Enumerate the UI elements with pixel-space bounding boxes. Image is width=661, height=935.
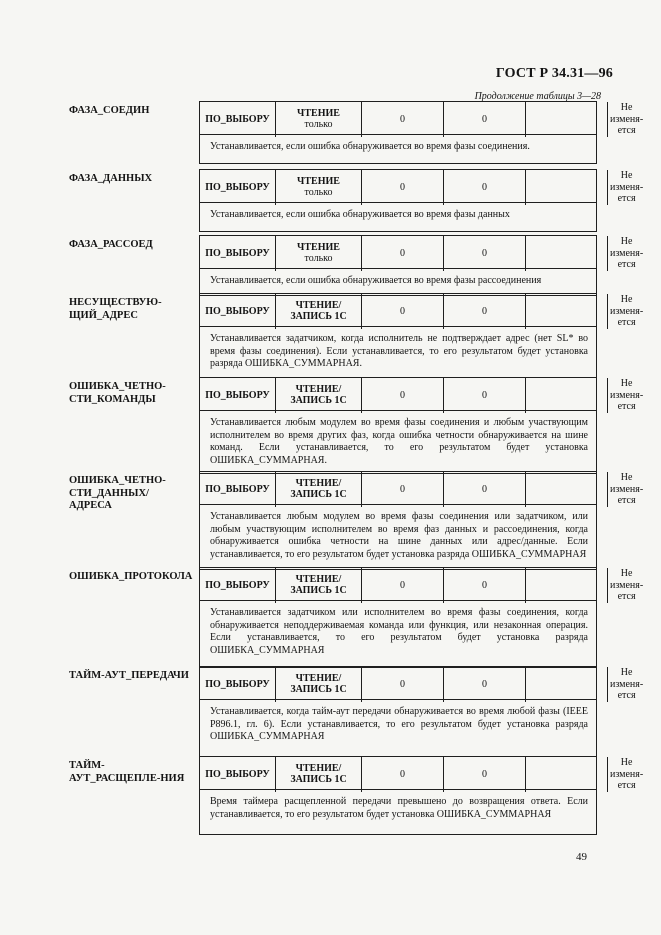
field-name: ТАЙМ-АУТ_ПЕРЕДАЧИ — [69, 670, 189, 681]
value-cell-2: 0 — [444, 236, 526, 271]
change-line-1: Не изменя- — [610, 102, 644, 125]
value-cell-1: 0 — [362, 102, 444, 137]
field-name: ОШИБКА_ЧЕТНО-СТИ_ДАННЫХ/АДРЕСА — [69, 475, 166, 512]
mode-cell: ПО_ВЫБОРУ — [200, 757, 276, 792]
field-details — [199, 471, 644, 570]
change-line-1: Не изменя- — [610, 294, 644, 317]
change-line-2: ется — [617, 401, 636, 412]
mode-cell: ПО_ВЫБОРУ — [200, 170, 276, 205]
change-line-2: ется — [617, 125, 636, 136]
field-description: Устанавливается, если ошибка обнаруживается во время фазы соединения. — [210, 141, 530, 152]
access-cell — [276, 568, 362, 603]
field-description: Время таймера расщепленной передачи превышено до возвращения ответа. Если устанавливается, то его результатом будет установка ОШИБКА_СУММАРНАЯ — [210, 796, 588, 820]
field-description: Устанавливается, если ошибка обнаруживается во время фазы данных — [210, 209, 510, 220]
access-line-1: ЧТЕНИЕ/ — [295, 762, 342, 774]
value-cell-1: 0 — [362, 170, 444, 205]
field-name: ФАЗА_РАССОЕД — [69, 239, 153, 250]
access-line-1: ЧТЕНИЕ/ — [295, 672, 342, 684]
access-cell — [276, 472, 362, 507]
value-cell-2: 0 — [444, 757, 526, 792]
change-line-2: ется — [617, 317, 636, 328]
mode-cell: ПО_ВЫБОРУ — [200, 378, 276, 413]
change-line-1: Не изменя- — [610, 472, 644, 495]
field-details — [199, 293, 644, 378]
field-details — [199, 756, 644, 835]
field-details — [199, 235, 644, 296]
change-cell — [608, 472, 645, 507]
change-cell — [608, 170, 645, 205]
access-line-2: только — [304, 187, 333, 199]
access-line-1: ЧТЕНИЕ/ — [295, 383, 342, 395]
blank-cell — [526, 294, 608, 329]
access-cell — [276, 757, 362, 792]
standard-number: ГОСТ Р 34.31—96 — [495, 66, 613, 81]
change-line-2: ется — [617, 591, 636, 602]
change-cell — [608, 667, 645, 702]
access-cell — [276, 294, 362, 329]
change-cell — [608, 757, 645, 792]
table-continuation-label: Продолжение таблицы 3—28 — [474, 91, 601, 102]
blank-cell — [526, 757, 608, 792]
value-cell-1: 0 — [362, 472, 444, 507]
blank-cell — [526, 568, 608, 603]
access-cell — [276, 667, 362, 702]
access-line-2: только — [304, 119, 333, 131]
access-line-1: ЧТЕНИЕ — [297, 107, 340, 119]
field-details — [199, 169, 644, 232]
field-details — [199, 567, 644, 668]
field-description: Устанавливается задатчиком, когда исполнитель не подтверждает адрес (нет SL* во время фазы соединения). Если устанавливается, то его результатом будет установка разряда ОШИБКА_СУММАРНАЯ. — [210, 333, 588, 369]
value-cell-1: 0 — [362, 378, 444, 413]
mode-cell: ПО_ВЫБОРУ — [200, 667, 276, 702]
change-cell — [608, 236, 645, 271]
value-cell-1: 0 — [362, 568, 444, 603]
change-line-2: ется — [617, 690, 636, 701]
value-cell-2: 0 — [444, 294, 526, 329]
field-name: НЕСУЩЕСТВУЮ-ЩИЙ_АДРЕС — [69, 297, 162, 321]
blank-cell — [526, 667, 608, 702]
access-line-1: ЧТЕНИЕ — [297, 241, 340, 253]
value-cell-2: 0 — [444, 102, 526, 137]
value-cell-2: 0 — [444, 568, 526, 603]
field-description: Устанавливается, если ошибка обнаруживается во время фазы рассоединения — [210, 275, 542, 286]
value-cell-1: 0 — [362, 757, 444, 792]
access-line-2: ЗАПИСЬ 1С — [290, 684, 347, 696]
change-line-1: Не изменя- — [610, 568, 644, 591]
change-line-1: Не изменя- — [610, 757, 644, 780]
value-cell-1: 0 — [362, 294, 444, 329]
change-cell — [608, 294, 645, 329]
field-description: Устанавливается задатчиком или исполнителем во время фазы соединения, когда обнаруживается неподдерживаемая команда или функция, или незаконная операция. Если устанавливается, то его результатом будет установка разряда ОШИБКА_СУММАРНАЯ — [210, 607, 588, 656]
access-line-1: ЧТЕНИЕ — [297, 175, 340, 187]
access-line-2: ЗАПИСЬ 1С — [290, 395, 347, 407]
value-cell-1: 0 — [362, 236, 444, 271]
field-name: ФАЗА_ДАННЫХ — [69, 173, 153, 184]
access-line-2: только — [304, 253, 333, 265]
mode-cell: ПО_ВЫБОРУ — [200, 472, 276, 507]
access-line-1: ЧТЕНИЕ/ — [295, 299, 342, 311]
value-cell-2: 0 — [444, 378, 526, 413]
access-line-1: ЧТЕНИЕ/ — [295, 477, 342, 489]
value-cell-2: 0 — [444, 472, 526, 507]
field-name: ФАЗА_СОЕДИН — [69, 105, 150, 116]
mode-cell: ПО_ВЫБОРУ — [200, 568, 276, 603]
change-line-1: Не изменя- — [610, 667, 644, 690]
field-name: ТАЙМ-АУТ_РАСЩЕПЛЕ-НИЯ — [69, 760, 185, 784]
value-cell-1: 0 — [362, 667, 444, 702]
access-line-2: ЗАПИСЬ 1С — [290, 585, 347, 597]
change-line-1: Не изменя- — [610, 378, 644, 401]
access-cell — [276, 102, 362, 137]
field-details — [199, 377, 644, 474]
value-cell-2: 0 — [444, 170, 526, 205]
access-line-2: ЗАПИСЬ 1С — [290, 774, 347, 786]
change-line-1: Не изменя- — [610, 170, 644, 193]
field-details — [199, 101, 644, 164]
blank-cell — [526, 472, 608, 507]
page-number: 49 — [576, 851, 587, 863]
mode-cell: ПО_ВЫБОРУ — [200, 236, 276, 271]
change-line-2: ется — [617, 780, 636, 791]
blank-cell — [526, 102, 608, 137]
blank-cell — [526, 378, 608, 413]
access-cell — [276, 236, 362, 271]
access-line-1: ЧТЕНИЕ/ — [295, 573, 342, 585]
change-line-1: Не изменя- — [610, 236, 644, 259]
field-name: ОШИБКА_ЧЕТНО-СТИ_КОМАНДЫ — [69, 381, 166, 405]
mode-cell: ПО_ВЫБОРУ — [200, 102, 276, 137]
access-cell — [276, 170, 362, 205]
change-line-2: ется — [617, 259, 636, 270]
blank-cell — [526, 236, 608, 271]
access-cell — [276, 378, 362, 413]
blank-cell — [526, 170, 608, 205]
change-cell — [608, 102, 645, 137]
value-cell-2: 0 — [444, 667, 526, 702]
field-details — [199, 666, 644, 757]
change-line-2: ется — [617, 193, 636, 204]
field-description: Устанавливается любым модулем во время фазы соединения или задатчиком, или любым участвующим исполнителем во время фаз данных и рассоединения, когда обнаруживается ошибка четности на шине данных или адрес/данные. Если устанавливается, то его результатом будет установка разряда ОШИБКА_СУММАРНАЯ — [210, 511, 588, 560]
mode-cell: ПО_ВЫБОРУ — [200, 294, 276, 329]
access-line-2: ЗАПИСЬ 1С — [290, 311, 347, 323]
field-description: Устанавливается любым модулем во время фазы соединения и любым участвующим исполнителем во время других фаз, когда ошибка четности обнаруживается на шине команд. Если устанавливается, то его результатом будет установка ОШИБКА_СУММАРНАЯ. — [210, 417, 588, 466]
change-cell — [608, 568, 645, 603]
field-name: ОШИБКА_ПРОТОКОЛА — [69, 571, 193, 582]
change-cell — [608, 378, 645, 413]
field-description: Устанавливается, когда тайм-аут передачи обнаруживается во время любой фазы (IEEE P896.1, гл. 6). Если устанавливается, то его результатом будет установка разряда ОШИБКА_СУММАРНАЯ — [210, 706, 588, 742]
change-line-2: ется — [617, 495, 636, 506]
access-line-2: ЗАПИСЬ 1С — [290, 489, 347, 501]
